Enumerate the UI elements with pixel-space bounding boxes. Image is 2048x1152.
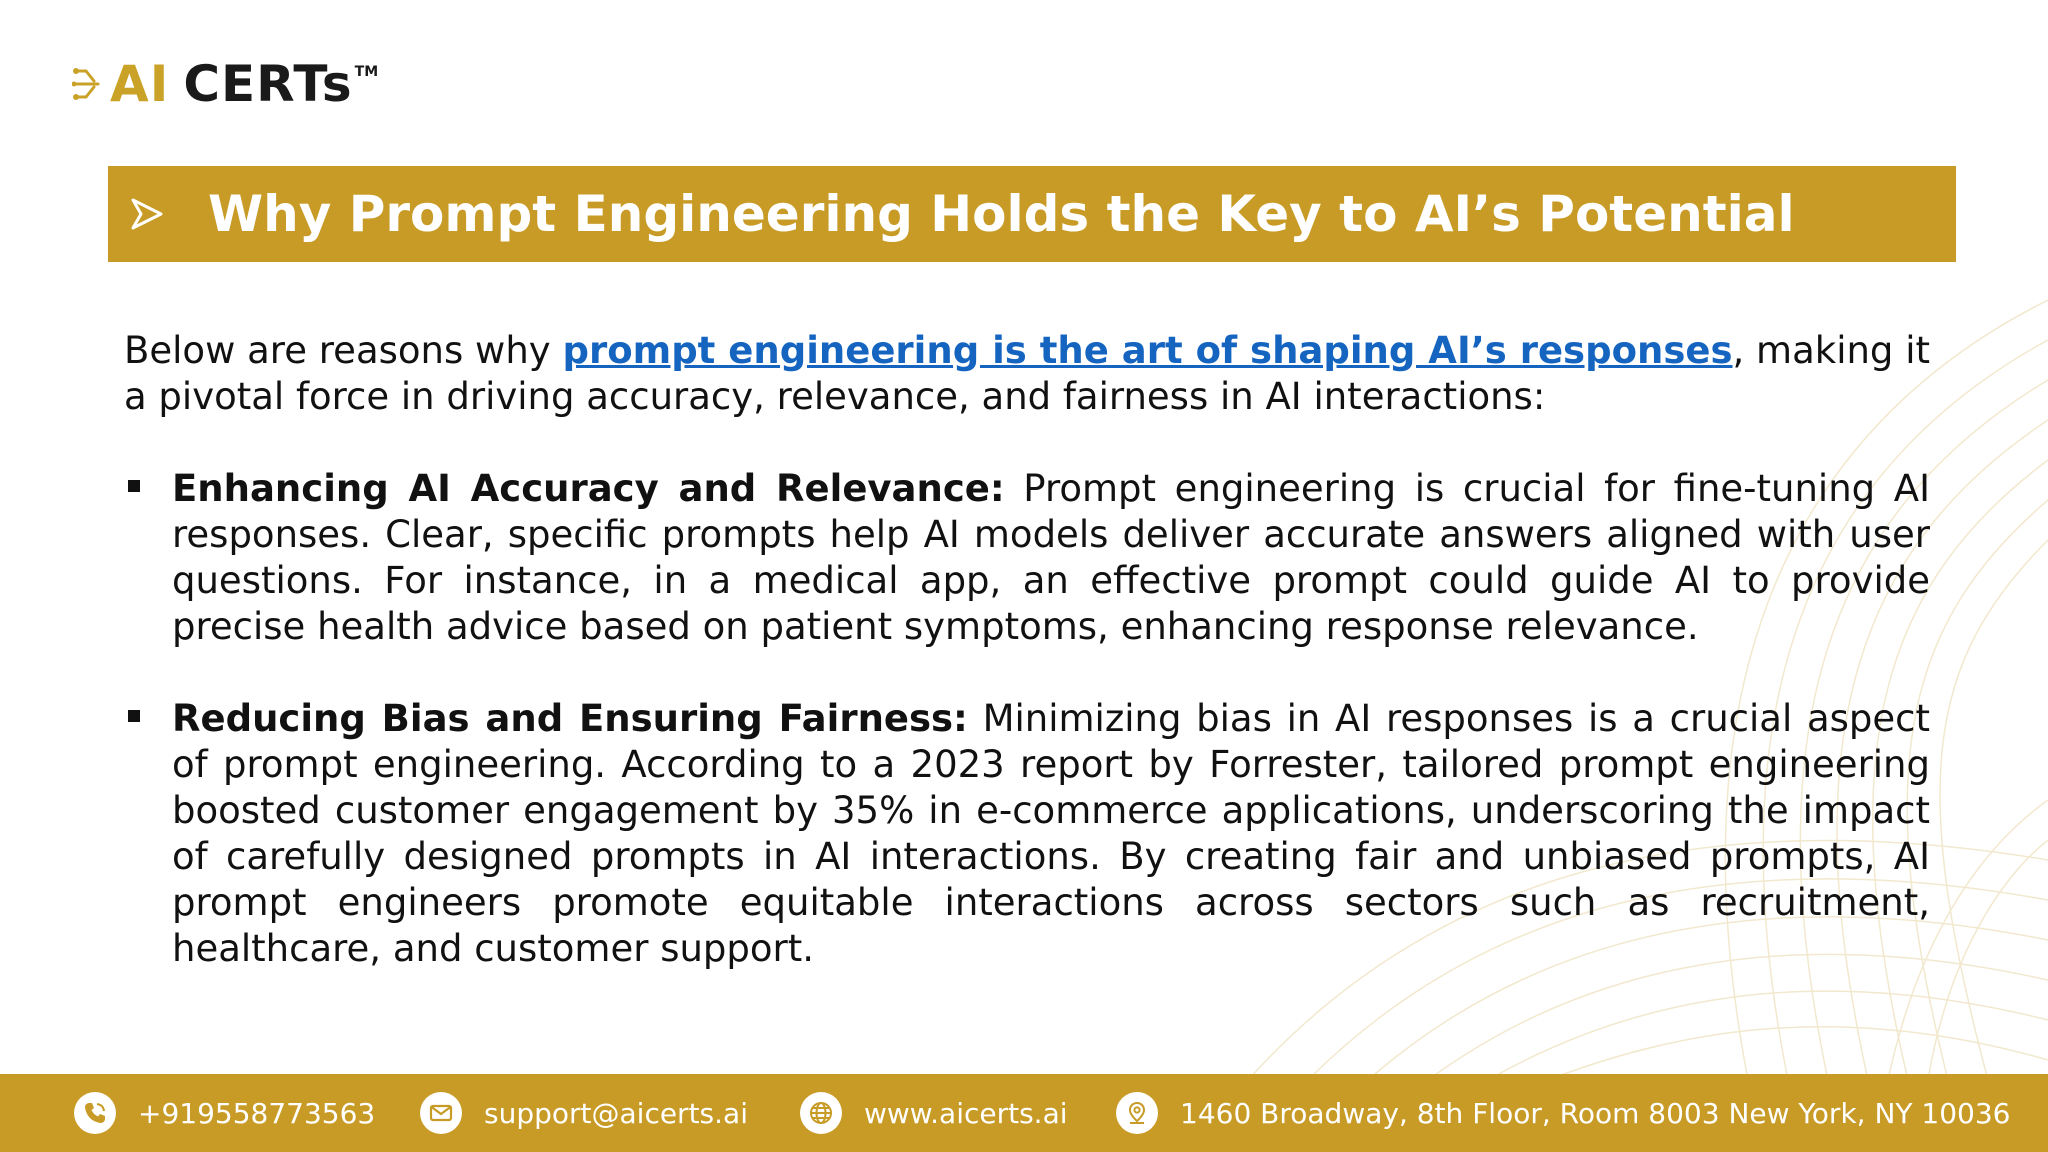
logo-ai-text: AI bbox=[110, 55, 170, 113]
location-pin-icon bbox=[1116, 1092, 1158, 1134]
prompt-engineering-link[interactable]: prompt engineering is the art of shaping AI’s responses bbox=[562, 329, 1733, 372]
contact-footer bbox=[0, 1074, 2048, 1152]
arrow-bullet-icon bbox=[130, 197, 164, 231]
intro-text-before: Below are reasons why bbox=[124, 329, 563, 372]
page-title: Why Prompt Engineering Holds the Key to AI’s Potential bbox=[208, 185, 1795, 243]
footer-address bbox=[1116, 1074, 2010, 1152]
mail-icon bbox=[420, 1092, 462, 1134]
footer-phone[interactable] bbox=[74, 1074, 375, 1152]
list-item bbox=[124, 466, 1930, 650]
title-banner bbox=[108, 166, 1956, 262]
footer-phone-text: +919558773563 bbox=[138, 1096, 376, 1130]
footer-email[interactable] bbox=[420, 1074, 748, 1152]
footer-email-text: support@aicerts.ai bbox=[484, 1096, 748, 1130]
footer-website-text: www.aicerts.ai bbox=[864, 1096, 1068, 1130]
circuit-logo-icon bbox=[72, 63, 106, 105]
phone-icon bbox=[74, 1092, 116, 1134]
bullet-text: Minimizing bias in AI responses is a crucial aspect of prompt engineering. According to a 2023 report by Forrester, tailored prompt engineering boosted customer engagement by 35% in e-commerce applications, underscoring the impact of carefully designed prompts in AI interactions. By creating fair and unbiased prompts, AI prompt engineers promote equitable interactions across sectors such as recruitment, healthcare, and customer support. bbox=[172, 697, 1930, 970]
footer-website[interactable] bbox=[800, 1074, 1068, 1152]
intro-paragraph bbox=[124, 328, 1930, 420]
bullet-heading: Enhancing AI Accuracy and Relevance: bbox=[172, 467, 1005, 510]
main-content bbox=[124, 328, 1930, 1018]
square-bullet-icon bbox=[128, 710, 140, 722]
bullet-list bbox=[124, 466, 1930, 972]
intro-text-after: , making it a pivotal force in driving accuracy, relevance, and fairness in AI interactions: bbox=[124, 329, 1931, 418]
aicerts-logo bbox=[72, 55, 379, 113]
logo-certs-text: CERTs bbox=[183, 55, 353, 113]
logo-trademark: TM bbox=[354, 64, 379, 80]
square-bullet-icon bbox=[128, 480, 140, 492]
globe-icon bbox=[800, 1092, 842, 1134]
bullet-heading: Reducing Bias and Ensuring Fairness: bbox=[172, 697, 968, 740]
bullet-text: Prompt engineering is crucial for fine-tuning AI responses. Clear, specific prompts help AI models deliver accurate answers aligned with user questions. For instance, in a medical app, an effective prompt could guide AI to provide precise health advice based on patient symptoms, enhancing response relevance. bbox=[172, 467, 1930, 648]
list-item bbox=[124, 696, 1930, 972]
footer-address-text: 1460 Broadway, 8th Floor, Room 8003 New York, NY 10036 bbox=[1180, 1096, 2011, 1130]
